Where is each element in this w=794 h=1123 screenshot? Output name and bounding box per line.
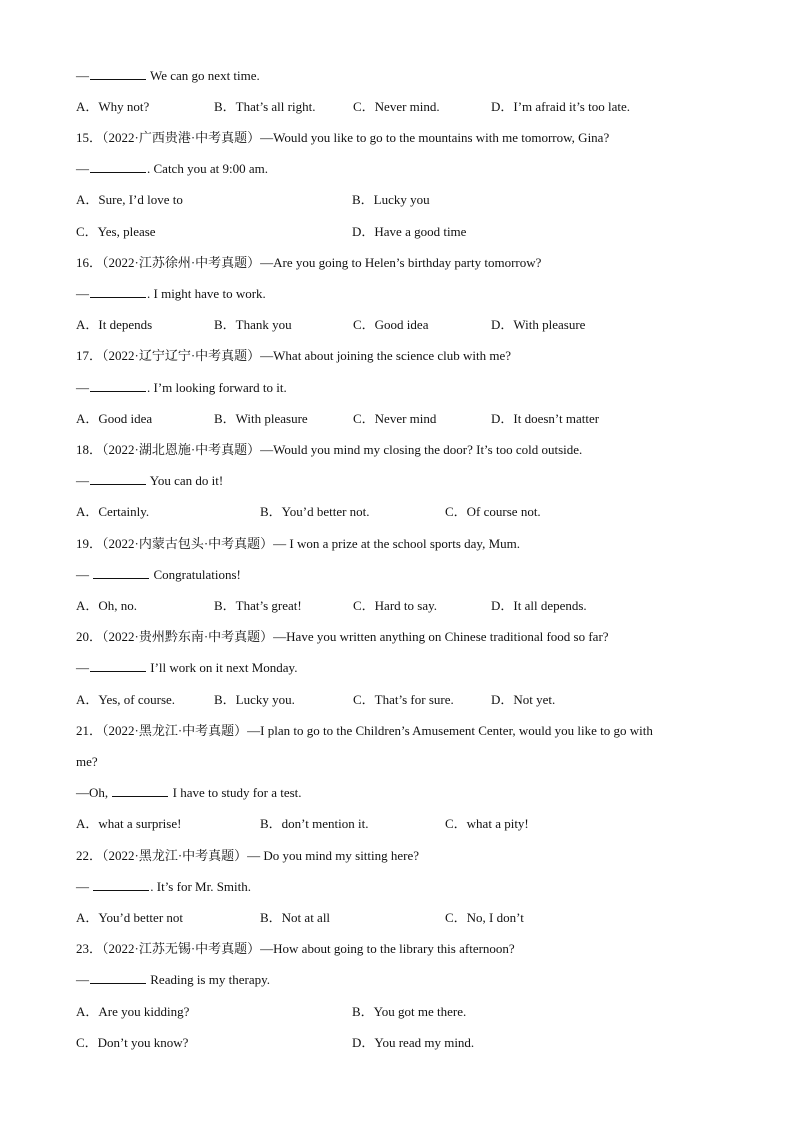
option-a: A．Certainly. xyxy=(76,504,150,519)
answer-line xyxy=(76,159,268,179)
option-b: B．don’t mention it. xyxy=(260,816,369,831)
answer-line xyxy=(76,877,251,897)
answer-blank xyxy=(90,971,146,984)
answer-prefix: — xyxy=(76,972,89,987)
option-c: C．Never mind xyxy=(353,411,437,426)
answer-text: . I’m looking forward to it. xyxy=(147,380,287,395)
answer-text: I have to study for a test. xyxy=(169,785,302,800)
option-a: A．Sure, I’d love to xyxy=(76,192,183,207)
option-b: B．That’s all right. xyxy=(214,99,316,114)
option-a: A．You’d better not xyxy=(76,910,184,925)
option-c: C．That’s for sure. xyxy=(353,692,454,707)
question-stem: 19．（2022·内蒙古包头·中考真题）— I won a prize at the school sports day, Mum. xyxy=(76,536,520,551)
answer-prefix: — xyxy=(76,68,89,83)
answer-prefix: — xyxy=(76,380,89,395)
answer-text: Congratulations! xyxy=(150,567,241,582)
question-stem: 23．（2022·江苏无锡·中考真题）—How about going to the library this afternoon? xyxy=(76,941,515,956)
question-stem-continued: me? xyxy=(76,754,98,769)
option-d: D．Have a good time xyxy=(352,224,467,239)
question-stem: 21．（2022·黑龙江·中考真题）—I plan to go to the Children’s Amusement Center, would you like to go with xyxy=(76,723,653,738)
answer-prefix: — xyxy=(76,286,89,301)
answer-blank xyxy=(90,285,146,298)
answer-blank xyxy=(90,67,146,80)
answer-line xyxy=(76,471,223,491)
option-d: D．It all depends. xyxy=(491,598,587,613)
question-stem: 20．（2022·贵州黔东南·中考真题）—Have you written anything on Chinese traditional food so far? xyxy=(76,629,609,644)
answer-prefix: — xyxy=(76,161,89,176)
option-a: A．Why not? xyxy=(76,99,150,114)
answer-text: . Catch you at 9:00 am. xyxy=(147,161,268,176)
answer-text: You can do it! xyxy=(147,473,224,488)
option-b: B．Thank you xyxy=(214,317,292,332)
option-b: B．You got me there. xyxy=(352,1004,467,1019)
option-a: A．what a surprise! xyxy=(76,816,182,831)
option-c: C．Hard to say. xyxy=(353,598,438,613)
answer-line xyxy=(76,378,287,398)
question-stem: 15．（2022·广西贵港·中考真题）—Would you like to go to the mountains with me tomorrow, Gina? xyxy=(76,130,610,145)
option-c: C．Of course not. xyxy=(445,504,541,519)
question-stem: 18．（2022·湖北恩施·中考真题）—Would you mind my closing the door? It’s too cold outside. xyxy=(76,442,583,457)
answer-prefix: —Oh, xyxy=(76,785,112,800)
option-c: C．Don’t you know? xyxy=(76,1035,189,1050)
question-stem: 16．（2022·江苏徐州·中考真题）—Are you going to Helen’s birthday party tomorrow? xyxy=(76,255,542,270)
option-c: C．Never mind. xyxy=(353,99,440,114)
answer-blank xyxy=(93,878,149,891)
option-b: B．Lucky you xyxy=(352,192,430,207)
answer-text: We can go next time. xyxy=(147,68,260,83)
answer-text: . I might have to work. xyxy=(147,286,266,301)
answer-blank xyxy=(90,379,146,392)
option-a: A．Good idea xyxy=(76,411,153,426)
answer-line xyxy=(76,783,302,803)
option-d: D．I’m afraid it’s too late. xyxy=(491,99,630,114)
option-a: A．Are you kidding? xyxy=(76,1004,190,1019)
option-a: A．It depends xyxy=(76,317,153,332)
answer-blank xyxy=(90,160,146,173)
option-d: D．It doesn’t matter xyxy=(491,411,600,426)
answer-blank xyxy=(112,784,168,797)
option-c: C．what a pity! xyxy=(445,816,529,831)
option-b: B．That’s great! xyxy=(214,598,302,613)
option-d: D．Not yet. xyxy=(491,692,556,707)
answer-prefix: — xyxy=(76,879,93,894)
answer-prefix: — xyxy=(76,567,93,582)
answer-prefix: — xyxy=(76,473,89,488)
option-d: D．With pleasure xyxy=(491,317,586,332)
answer-blank xyxy=(90,472,146,485)
answer-line xyxy=(76,970,270,990)
question-stem: 22．（2022·黑龙江·中考真题）— Do you mind my sitting here? xyxy=(76,848,420,863)
answer-blank xyxy=(93,566,149,579)
option-c: C．Yes, please xyxy=(76,224,156,239)
question-stem: 17．（2022·辽宁辽宁·中考真题）—What about joining the science club with me? xyxy=(76,348,512,363)
answer-line xyxy=(76,565,241,585)
answer-blank xyxy=(90,659,146,672)
option-b: B．Not at all xyxy=(260,910,331,925)
answer-text: . It’s for Mr. Smith. xyxy=(150,879,252,894)
option-a: A．Oh, no. xyxy=(76,598,138,613)
option-b: B．Lucky you. xyxy=(214,692,295,707)
answer-prefix: — xyxy=(76,660,89,675)
answer-text: Reading is my therapy. xyxy=(147,972,270,987)
option-d: D．You read my mind. xyxy=(352,1035,475,1050)
answer-line xyxy=(76,658,297,678)
option-c: C．Good idea xyxy=(353,317,429,332)
option-c: C．No, I don’t xyxy=(445,910,524,925)
option-b: B．You’d better not. xyxy=(260,504,370,519)
option-b: B．With pleasure xyxy=(214,411,308,426)
answer-line xyxy=(76,284,266,304)
answer-text: I’ll work on it next Monday. xyxy=(147,660,298,675)
option-a: A．Yes, of course. xyxy=(76,692,176,707)
answer-line xyxy=(76,66,260,86)
